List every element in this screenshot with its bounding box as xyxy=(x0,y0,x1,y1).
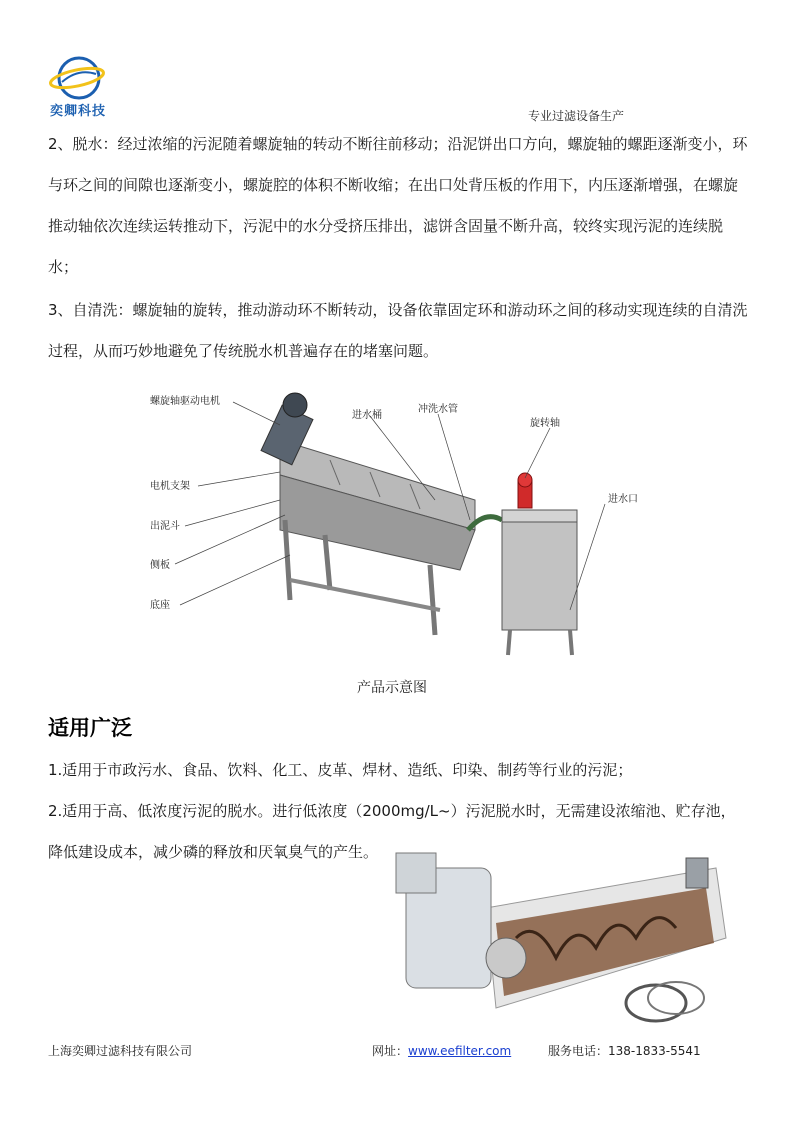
application-item-1: 1.适用于市政污水、食品、饮料、化工、皮革、焊材、造纸、印染、制药等行业的污泥； xyxy=(48,761,633,779)
paragraph-self-cleaning: 3、自清洗：螺旋轴的旋转，推动游动环不断转动，设备依靠固定环和游动环之间的移动实现连续的自清洗过程，从而巧妙地避免了传统脱水机普遍存在的堵塞问题。 xyxy=(48,301,748,360)
header-tagline: 专业过滤设备生产 xyxy=(528,109,625,123)
section-title-applications: 适用广泛 xyxy=(48,716,132,740)
diagram-caption: 产品示意图 xyxy=(357,680,427,696)
label-motor-frame: 电机支架 xyxy=(150,481,190,492)
label-base: 底座 xyxy=(150,600,170,611)
label-side-plate: 侧板 xyxy=(150,560,170,571)
footer-website-label: 网址： xyxy=(372,1044,409,1058)
product-diagram xyxy=(130,380,650,670)
paragraph-dewatering: 2、脱水：经过浓缩的污泥随着螺旋轴的转动不断往前移动；沿泥饼出口方向，螺旋轴的螺距逐渐变小，环与环之间的间隙也逐渐变小，螺旋腔的体积不断收缩；在出口处背压板的作用下，内压逐渐增强，在螺旋推动轴依次连续运转推动下，污泥中的水分受挤压排出，滤饼含固量不断升高，较终实现污泥的连续脱水； xyxy=(48,135,748,276)
label-inlet: 进水口 xyxy=(608,494,638,505)
label-inlet-tank: 进水桶 xyxy=(352,410,382,421)
label-sludge-hopper: 出泥斗 xyxy=(150,521,180,532)
footer-website xyxy=(372,1042,511,1059)
label-rotating-shaft: 旋转轴 xyxy=(530,418,560,429)
label-motor: 螺旋轴驱动电机 xyxy=(150,396,220,407)
product-cutaway-image xyxy=(386,848,740,1034)
footer-phone xyxy=(548,1042,701,1059)
phone-number: 138-1833-5541 xyxy=(608,1044,701,1058)
footer-phone-label: 服务电话： xyxy=(548,1044,609,1058)
website-link[interactable]: www.eefilter.com xyxy=(408,1044,512,1058)
logo-globe-icon xyxy=(48,54,110,104)
label-flush-pipe: 冲洗水管 xyxy=(418,404,458,415)
logo-text: 奕卿科技 xyxy=(50,104,107,119)
application-item-2: 2.适用于高、低浓度污泥的脱水。进行低浓度（2000mg/L~）污泥脱水时，无需建设浓缩池、贮存池，降低建设成本，减少磷的释放和厌氧臭气的产生。 xyxy=(48,802,736,861)
footer-company: 上海奕卿过滤科技有限公司 xyxy=(48,1044,193,1058)
